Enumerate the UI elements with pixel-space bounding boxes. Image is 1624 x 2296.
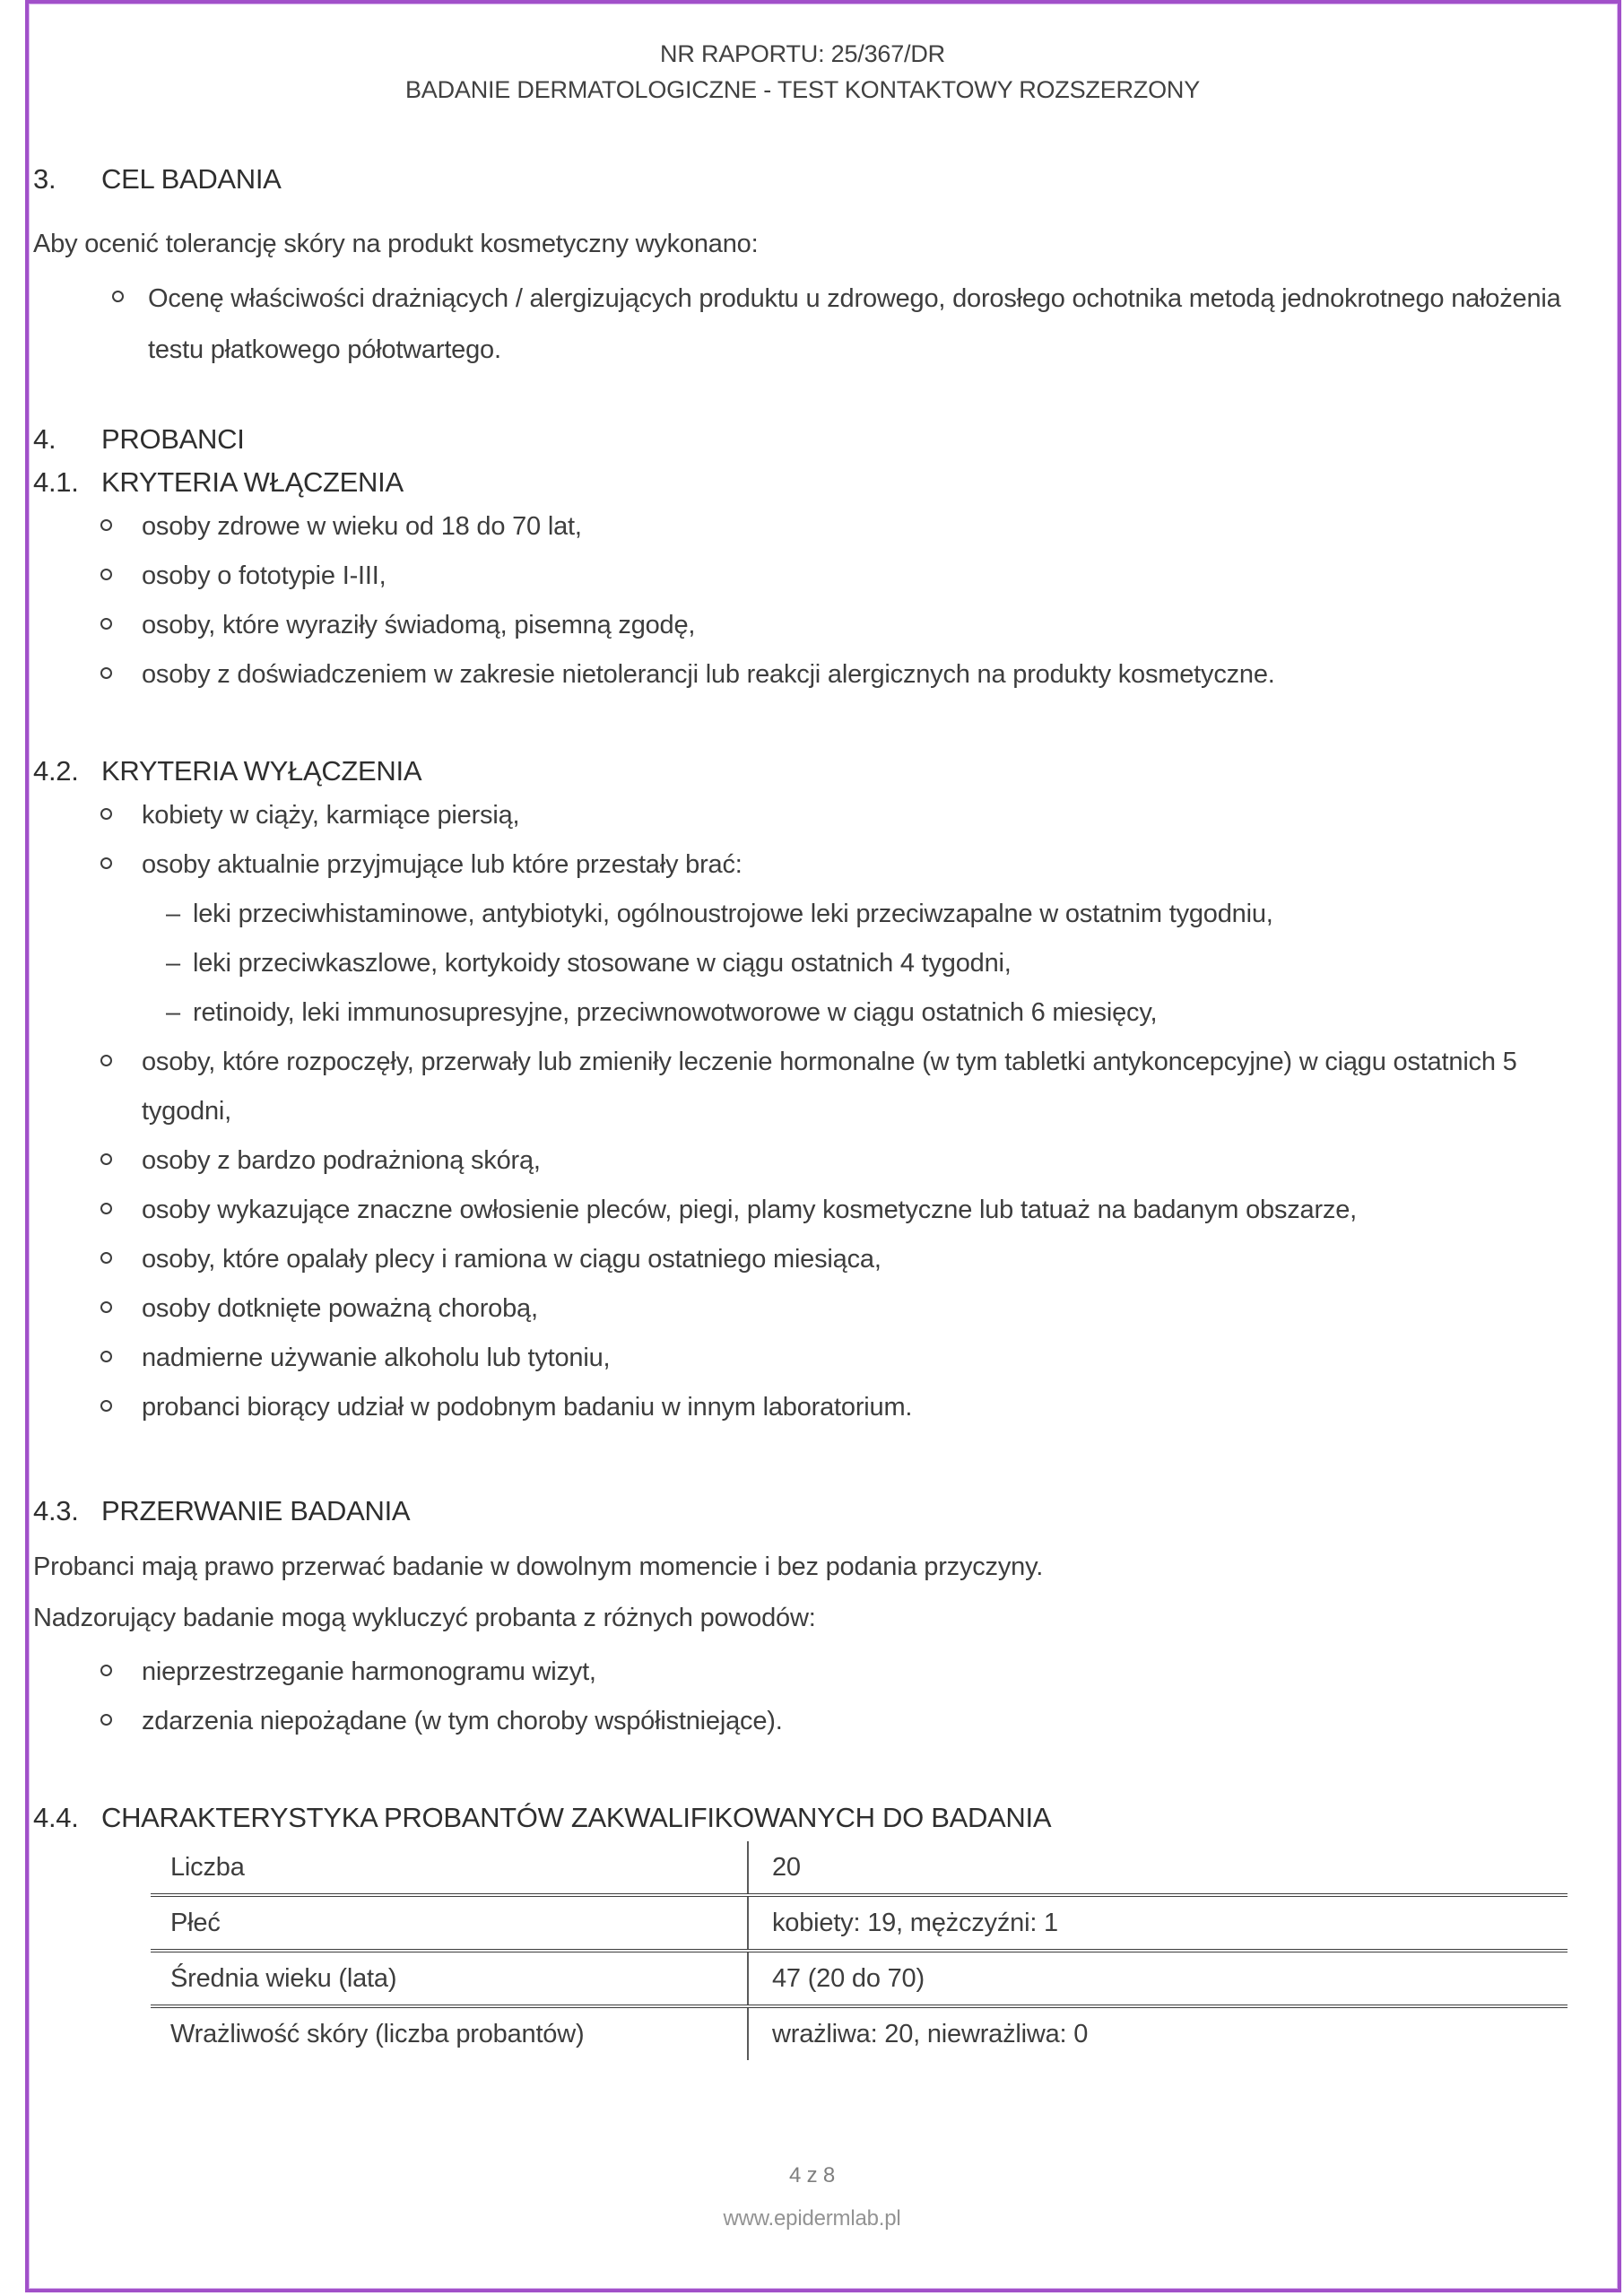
list-item-text: osoby zdrowe w wieku od 18 do 70 lat,	[142, 512, 582, 541]
section-4-1-title: KRYTERIA WŁĄCZENIA	[101, 466, 404, 498]
list-item-text: kobiety w ciąży, karmiące piersią,	[142, 801, 520, 830]
list-item-text: osoby dotknięte poważną chorobą,	[142, 1294, 538, 1323]
section-4-3-title: PRZERWANIE BADANIA	[101, 1495, 411, 1526]
circle-bullet-icon	[100, 1400, 112, 1412]
section-4-4-heading	[33, 1802, 1572, 1834]
list-item-text: probanci biorący udział w podobnym badaniu w innym laboratorium.	[142, 1393, 913, 1422]
report-title: BADANIE DERMATOLOGICZNE - TEST KONTAKTOWY ROZSZERZONY	[404, 76, 1201, 103]
list-item	[33, 502, 1572, 552]
table-cell-value: 47 (20 do 70)	[748, 1951, 1568, 2006]
list-item-text: nadmierne używanie alkoholu lub tytoniu,	[142, 1344, 611, 1372]
circle-bullet-icon	[112, 291, 124, 302]
list-item	[33, 1038, 1572, 1136]
list-item-text: osoby o fototypie I-III,	[142, 561, 386, 590]
list-item-dash	[33, 988, 1572, 1038]
section-4-2-list	[33, 791, 1572, 1432]
section-3-title: CEL BADANIA	[101, 163, 282, 195]
section-4-number: 4.	[33, 423, 56, 455]
list-item-text: osoby, które opalały plecy i ramiona w ciągu ostatniego miesiąca,	[142, 1245, 881, 1274]
circle-bullet-icon	[100, 1203, 112, 1214]
section-4-1-heading	[33, 466, 1572, 499]
section-4-3-list	[33, 1648, 1572, 1746]
section-4-3-paragraph-1: Probanci mają prawo przerwać badanie w dowolnym momencie i bez podania przyczyny.	[33, 1552, 1044, 1581]
circle-bullet-icon	[100, 618, 112, 630]
circle-bullet-icon	[100, 808, 112, 820]
section-4-2-heading	[33, 755, 1572, 787]
section-3-list	[33, 274, 1572, 376]
circle-bullet-icon	[100, 1351, 112, 1362]
section-4-4-number: 4.4.	[33, 1802, 79, 1833]
list-item	[33, 650, 1572, 700]
list-item-text: nieprzestrzeganie harmonogramu wizyt,	[142, 1657, 596, 1686]
circle-bullet-icon	[100, 1055, 112, 1066]
page-content	[33, 0, 1572, 2060]
table-row	[151, 2006, 1568, 2060]
table-row	[151, 1951, 1568, 2006]
list-item-text: zdarzenia niepożądane (w tym choroby współistniejące).	[142, 1707, 783, 1735]
list-item	[33, 1697, 1572, 1746]
list-item	[33, 1136, 1572, 1186]
list-item-text: osoby wykazujące znaczne owłosienie pleców, piegi, plamy kosmetyczne lub tatuaż na badanym obszarze,	[142, 1196, 1358, 1224]
circle-bullet-icon	[100, 1252, 112, 1264]
table-cell-value: kobiety: 19, mężczyźni: 1	[748, 1895, 1568, 1951]
section-4-heading	[33, 423, 1572, 456]
table-cell-label: Płeć	[151, 1895, 748, 1951]
list-item	[33, 1186, 1572, 1235]
table-row	[151, 1841, 1568, 1895]
section-4-title: PROBANCI	[101, 423, 245, 455]
circle-bullet-icon	[100, 1665, 112, 1676]
circle-bullet-icon	[100, 667, 112, 679]
list-item-text: leki przeciwkaszlowe, kortykoidy stosowane w ciągu ostatnich 4 tygodni,	[193, 949, 1012, 978]
list-item	[33, 1383, 1572, 1432]
section-4-1-number: 4.1.	[33, 466, 79, 498]
table-cell-label: Średnia wieku (lata)	[151, 1951, 748, 2006]
circle-bullet-icon	[100, 1301, 112, 1313]
section-4-3-number: 4.3.	[33, 1495, 79, 1526]
report-number: NR RAPORTU: 25/367/DR	[660, 40, 945, 67]
list-item-text: retinoidy, leki immunosupresyjne, przeciwnowotworowe w ciągu ostatnich 6 miesięcy,	[193, 998, 1158, 1027]
list-item	[33, 840, 1572, 890]
list-item	[33, 274, 1572, 376]
list-item-text: osoby aktualnie przyjmujące lub które przestały brać:	[142, 850, 743, 879]
section-3-heading	[33, 163, 1572, 196]
circle-bullet-icon	[100, 857, 112, 869]
list-item-text: leki przeciwhistaminowe, antybiotyki, ogólnoustrojowe leki przeciwzapalne w ostatnim tygodniu,	[193, 900, 1273, 928]
list-item	[33, 601, 1572, 650]
table-cell-label: Liczba	[151, 1841, 748, 1895]
list-item-text: osoby, które rozpoczęły, przerwały lub zmieniły leczenie hormonalne (w tym tabletki antykoncepcyjne) w ciągu ostatnich 5 tygodni,	[142, 1048, 1517, 1126]
section-3-number: 3.	[33, 163, 56, 195]
page-number: 4 z 8	[788, 2163, 836, 2187]
list-item	[33, 552, 1572, 601]
list-item	[33, 791, 1572, 840]
section-4-3-heading	[33, 1495, 1572, 1527]
section-4-1-list	[33, 502, 1572, 700]
circle-bullet-icon	[100, 569, 112, 580]
circle-bullet-icon	[100, 1153, 112, 1165]
table-cell-value: 20	[748, 1841, 1568, 1895]
list-item-text: osoby, które wyraziły świadomą, pisemną zgodę,	[142, 611, 696, 639]
website-link[interactable]: www.epidermlab.pl	[723, 2206, 901, 2231]
document-header	[33, 0, 1572, 108]
table-cell-label: Wrażliwość skóry (liczba probantów)	[151, 2006, 748, 2060]
list-item	[33, 1284, 1572, 1334]
subjects-characteristics-table	[151, 1841, 1568, 2060]
list-item-dash	[33, 890, 1572, 939]
list-item-text: Ocenę właściwości drażniących / alergizujących produktu u zdrowego, dorosłego ochotnika metodą jednokrotnego nałożenia testu płatkowego półotwartego.	[148, 284, 1561, 364]
list-item-dash	[33, 939, 1572, 988]
section-4-2-number: 4.2.	[33, 755, 79, 787]
circle-bullet-icon	[100, 519, 112, 531]
section-4-2-title: KRYTERIA WYŁĄCZENIA	[101, 755, 422, 787]
list-item-text: osoby z doświadczeniem w zakresie nietolerancji lub reakcji alergicznych na produkty kosmetyczne.	[142, 660, 1275, 689]
table-cell-value: wrażliwa: 20, niewrażliwa: 0	[772, 2019, 1089, 2048]
list-item	[33, 1648, 1572, 1697]
table-row	[151, 1895, 1568, 1951]
section-4-3-paragraph-2: Nadzorujący badanie mogą wykluczyć probanta z różnych powodów:	[33, 1604, 816, 1632]
list-item-text: osoby z bardzo podrażnioną skórą,	[142, 1146, 541, 1175]
section-4-4-title: CHARAKTERYSTYKA PROBANTÓW ZAKWALIFIKOWANYCH DO BADANIA	[101, 1802, 1052, 1833]
list-item	[33, 1334, 1572, 1383]
list-item	[33, 1235, 1572, 1284]
section-3-intro: Aby ocenić tolerancję skóry na produkt kosmetyczny wykonano:	[33, 230, 759, 258]
circle-bullet-icon	[100, 1714, 112, 1726]
